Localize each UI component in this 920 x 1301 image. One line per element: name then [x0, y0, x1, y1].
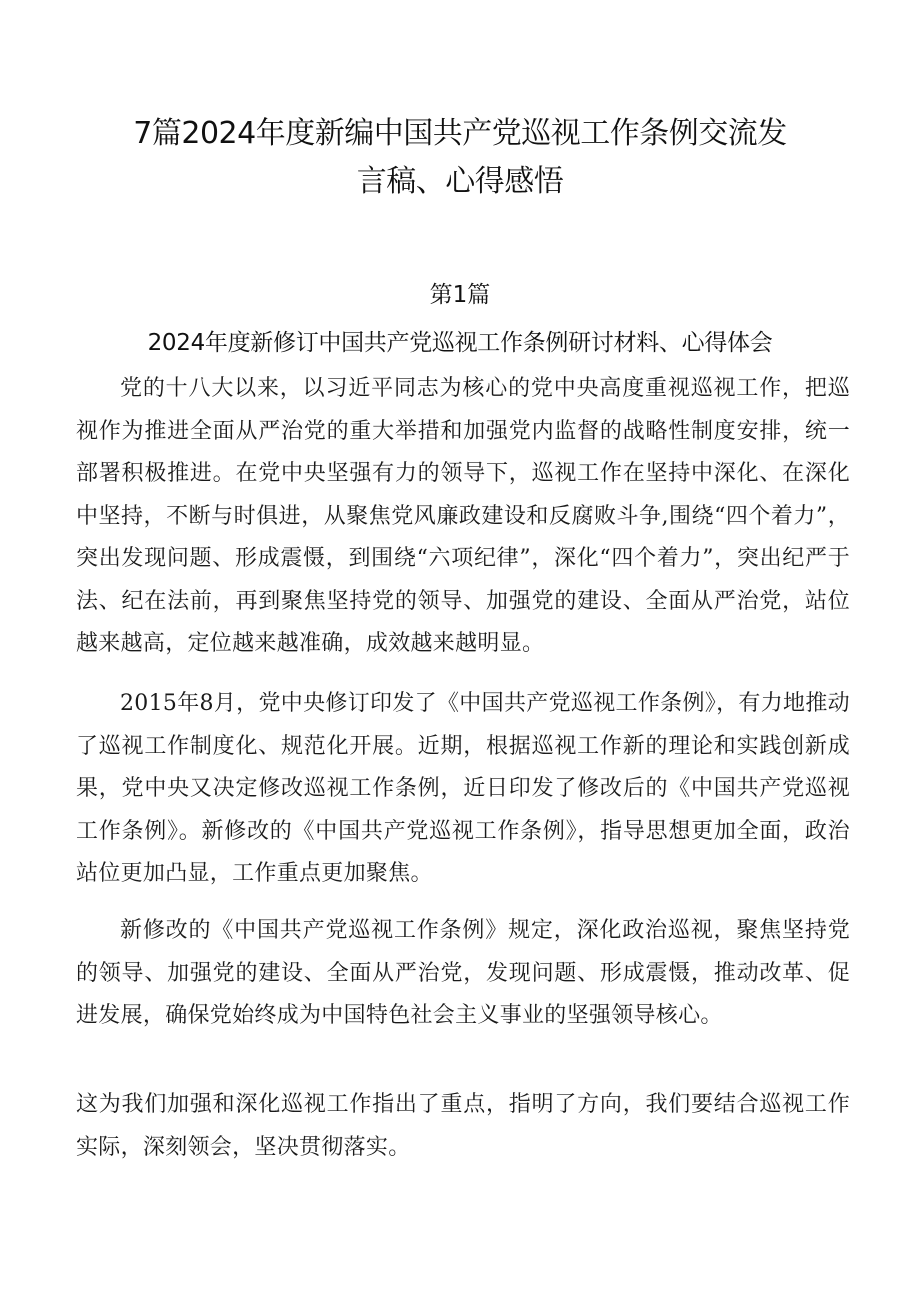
- document-title-line-2: 言稿、心得感悟: [356, 164, 564, 199]
- body-paragraph-4: 这为我们加强和深化巡视工作指出了重点，指明了方向，我们要结合巡视工作实际，深刻领会，坚决贯彻落实。: [76, 1092, 850, 1160]
- chapter-label: 第1篇: [429, 282, 491, 308]
- document-title: [60, 110, 860, 206]
- chapter-subtitle: 2024年度新修订中国共产党巡视工作条例研讨材料、心得体会: [147, 330, 773, 356]
- body-paragraph-1: 党的十八大以来，以习近平同志为核心的党中央高度重视巡视工作，把巡视作为推进全面从严治党的重大举措和加强党内监督的战略性制度安排，统一部署积极推进。在党中央坚强有力的领导下，巡视工作在坚持中深化、在深化中坚持，不断与时俱进，从聚焦党风廉政建设和反腐败斗争,围绕“四个着力”，突出发现问题、形成震慑，到围绕“六项纪律”，深化“四个着力”，突出纪严于法、纪在法前，再到聚焦坚持党的领导、加强党的建设、全面从严治党，站位越来越高，定位越来越准确，成效越来越明显。: [76, 376, 850, 656]
- body-paragraph-3: 新修改的《中国共产党巡视工作条例》规定，深化政治巡视，聚焦坚持党的领导、加强党的建设、全面从严治党，发现问题、形成震慑，推动改革、促进发展，确保党始终成为中国特色社会主义事业的坚强领导核心。: [76, 918, 850, 1028]
- document-title-line-1: 7篇2024年度新编中国共产党巡视工作条例交流发: [133, 116, 787, 151]
- body-paragraph-2: 2015年8月，党中央修订印发了《中国共产党巡视工作条例》，有力地推动了巡视工作制度化、规范化开展。近期，根据巡视工作新的理论和实践创新成果，党中央又决定修改巡视工作条例，近日印发了修改后的《中国共产党巡视工作条例》。新修改的《中国共产党巡视工作条例》，指导思想更加全面，政治站位更加凸显，工作重点更加聚焦。: [76, 691, 850, 886]
